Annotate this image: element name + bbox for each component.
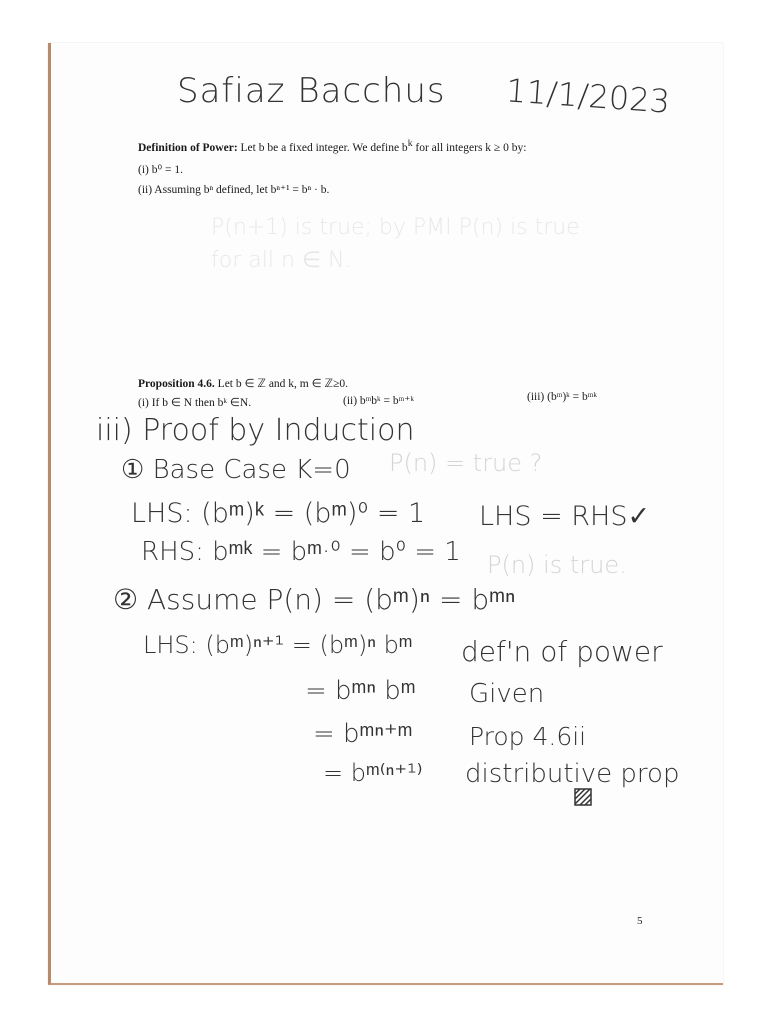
proof-line-2-reason: Given — [469, 679, 545, 709]
definition-intro-end: for all integers k ≥ 0 by: — [412, 141, 527, 154]
document-page — [48, 43, 723, 985]
ghost-text-line-2: for all n ∈ N. — [211, 248, 352, 273]
qed-mark-icon — [574, 788, 592, 806]
proof-step-1-note: P(n) = true ? — [389, 449, 543, 477]
proposition-line — [138, 376, 348, 390]
proof-line-4-reason: distributive prop — [465, 759, 680, 789]
proposition-part-ii: (ii) bᵐbᵏ = bᵐ⁺ᵏ — [343, 395, 414, 407]
proof-lhs-inductive: LHS: (bᵐ)ⁿ⁺¹ = (bᵐ)ⁿ bᵐ — [143, 631, 413, 659]
proposition-statement: Let b ∈ ℤ and k, m ∈ ℤ≥0. — [217, 378, 349, 390]
date: 11/1/2023 — [504, 71, 672, 121]
page-number: 5 — [637, 915, 643, 927]
proposition-title: Proposition 4.6. — [138, 378, 215, 390]
proof-step-1: ① Base Case K=0 — [121, 455, 351, 485]
proof-line-2: = bᵐⁿ bᵐ — [305, 676, 416, 706]
proposition-part-i: (i) If b ∈ N then bᵏ ∈N. — [138, 397, 252, 409]
proof-lhs-inductive-reason: def'n of power — [461, 635, 663, 668]
ghost-text-line-1: P(n+1) is true; by PMI P(n) is true — [211, 215, 580, 240]
definition-line — [138, 138, 526, 154]
definition-intro-sup: k — [407, 138, 413, 149]
proof-line-4: = bᵐ⁽ⁿ⁺¹⁾ — [323, 759, 423, 787]
proof-line-3-reason: Prop 4.6ii — [469, 722, 587, 751]
definition-intro: Let b be a fixed integer. We define b — [240, 141, 408, 154]
proof-step-2: ② Assume P(n) = (bᵐ)ⁿ = bᵐⁿ — [113, 583, 516, 616]
proof-rhs-base: RHS: bᵐᵏ = bᵐ·⁰ = b⁰ = 1 — [141, 537, 461, 567]
proof-lhs-equals-rhs: LHS = RHS✓ — [479, 501, 651, 532]
proof-line-3: = bᵐⁿ⁺ᵐ — [313, 719, 413, 749]
proof-heading: iii) Proof by Induction — [96, 413, 415, 448]
proof-rhs-note: P(n) is true. — [487, 551, 627, 579]
definition-item-ii: (ii) Assuming bⁿ defined, let bⁿ⁺¹ = bⁿ · b. — [138, 184, 330, 196]
definition-title: Definition of Power: — [138, 141, 238, 154]
proof-lhs-base: LHS: (bᵐ)ᵏ = (bᵐ)⁰ = 1 — [131, 498, 426, 529]
student-name: Safiaz Bacchus — [177, 71, 446, 111]
proposition-part-iii: (iii) (bᵐ)ᵏ = bᵐᵏ — [527, 391, 598, 403]
definition-item-i: (i) b⁰ = 1. — [138, 164, 183, 176]
